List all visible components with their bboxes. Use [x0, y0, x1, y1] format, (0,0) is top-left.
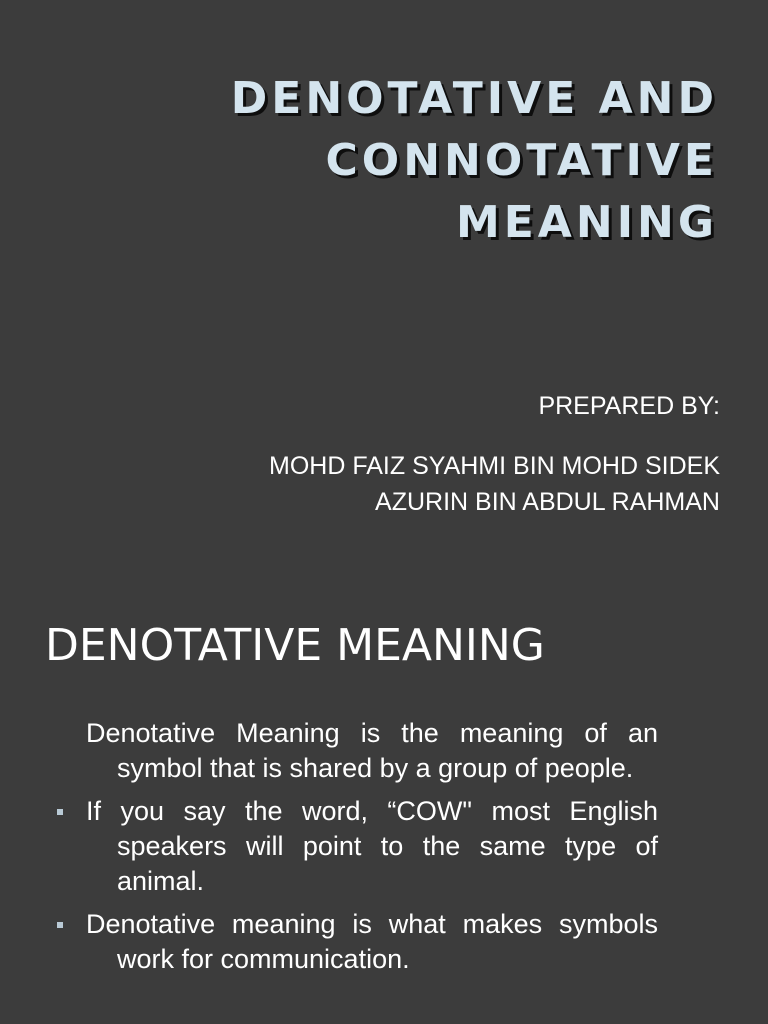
section-heading: DENOTATIVE MEANING: [45, 620, 545, 671]
title-line-1: DENOTATIVE AND: [230, 73, 718, 124]
bullet-item: [86, 794, 658, 899]
paragraph-text: Denotative Meaning is the meaning of an symbol that is shared by a group of people.: [86, 718, 658, 783]
bullet-text: Denotative meaning is what makes symbols work for communication.: [86, 909, 658, 974]
author-name: AZURIN BIN ABDUL RAHMAN: [375, 488, 720, 516]
paragraph: [86, 716, 658, 786]
title-line-3: MEANING: [455, 197, 718, 248]
credits-spacer: [269, 424, 720, 448]
bullet-icon: [57, 809, 63, 815]
bullet-icon: [57, 922, 63, 928]
section-body: [86, 716, 658, 985]
credits-block: [269, 388, 720, 520]
slide-title: [78, 68, 718, 254]
title-line-2: CONNOTATIVE: [325, 135, 718, 186]
author-name: MOHD FAIZ SYAHMI BIN MOHD SIDEK: [269, 452, 720, 480]
bullet-item: [86, 907, 658, 977]
prepared-by-label: PREPARED BY:: [538, 392, 720, 420]
bullet-text: If you say the word, “COW" most English speakers will point to the same type of animal.: [86, 796, 658, 896]
